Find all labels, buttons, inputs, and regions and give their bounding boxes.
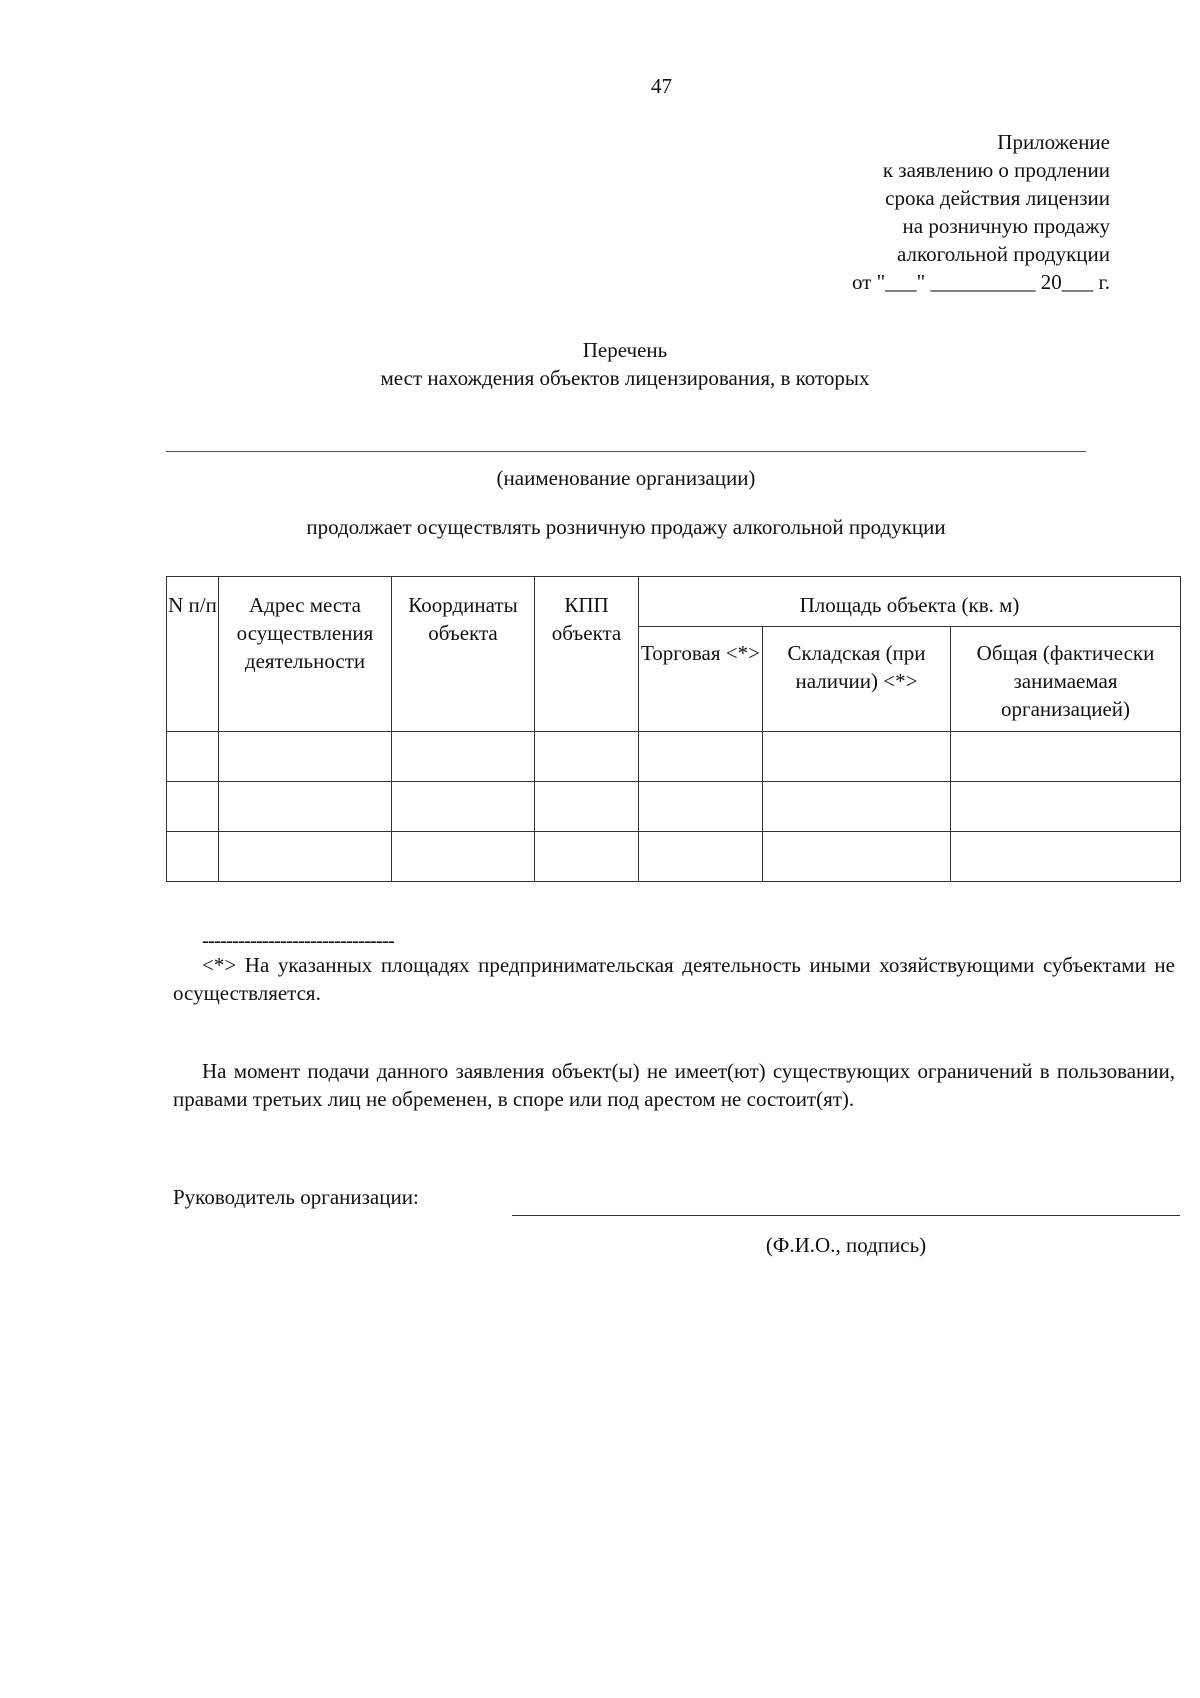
table-row (167, 732, 1181, 782)
appendix-line: срока действия лицензии (885, 186, 1110, 210)
organization-name-line (166, 451, 1086, 452)
table-cell (535, 832, 639, 882)
table-cell (535, 732, 639, 782)
appendix-line: Приложение (997, 130, 1110, 154)
footnote-separator: -------------------------------- (202, 928, 394, 952)
table-cell (763, 732, 951, 782)
title-line-1: Перечень (582, 338, 668, 362)
table-cell (535, 782, 639, 832)
table-cell (763, 782, 951, 832)
header-area-group: Площадь объекта (кв. м) (639, 577, 1181, 627)
table-cell (167, 832, 219, 882)
appendix-line: на розничную продажу (902, 214, 1110, 238)
table-cell (639, 832, 763, 882)
header-trade-area: Торговая <*> (639, 627, 763, 732)
signature-line (512, 1215, 1180, 1216)
footnote-text: <*> На указанных площадях предпринимательская деятельность иными хозяйствующими субъектами не осуществляется. (173, 953, 1175, 1005)
appendix-date-line: от "___" __________ 20___ г. (851, 270, 1110, 294)
table-cell (951, 832, 1181, 882)
document-title (0, 336, 1200, 392)
organization-name-caption: (наименование организации) (496, 466, 756, 490)
appendix-line: к заявлению о продлении (882, 158, 1110, 182)
continues-text: продолжает осуществлять розничную продажу алкогольной продукции (306, 515, 946, 539)
statement-paragraph: На момент подачи данного заявления объект(ы) не имеет(ют) существующих ограничений в пользовании, правами третьих лиц не обременен, в споре или под арестом не состоит(ят). (173, 1059, 1175, 1111)
header-kpp: КПП объекта (535, 577, 639, 732)
appendix-header (852, 128, 1110, 296)
table-cell (639, 782, 763, 832)
table-cell (392, 732, 535, 782)
signature-caption: (Ф.И.О., подпись) (765, 1233, 927, 1257)
header-storage-area: Складская (при наличии) <*> (763, 627, 951, 732)
objects-table (166, 576, 1181, 882)
table-cell (951, 782, 1181, 832)
table-row (167, 832, 1181, 882)
header-address: Адрес места осуществления деятельности (219, 577, 392, 732)
table-row (167, 782, 1181, 832)
table-cell (167, 732, 219, 782)
appendix-line: алкогольной продукции (897, 242, 1110, 266)
table-cell (392, 782, 535, 832)
header-number: N п/п (167, 577, 219, 732)
table-cell (392, 832, 535, 882)
table-cell (167, 782, 219, 832)
signature-label: Руководитель организации: (173, 1185, 419, 1209)
table-cell (219, 832, 392, 882)
table-cell (951, 732, 1181, 782)
table-cell (763, 832, 951, 882)
table-cell (219, 732, 392, 782)
title-line-2: мест нахождения объектов лицензирования, в которых (380, 366, 870, 390)
header-coordinates: Координаты объекта (392, 577, 535, 732)
page-number: 47 (651, 74, 672, 98)
header-total-area: Общая (фактически занимаемая организацией) (951, 627, 1181, 732)
table-cell (219, 782, 392, 832)
table-cell (639, 732, 763, 782)
